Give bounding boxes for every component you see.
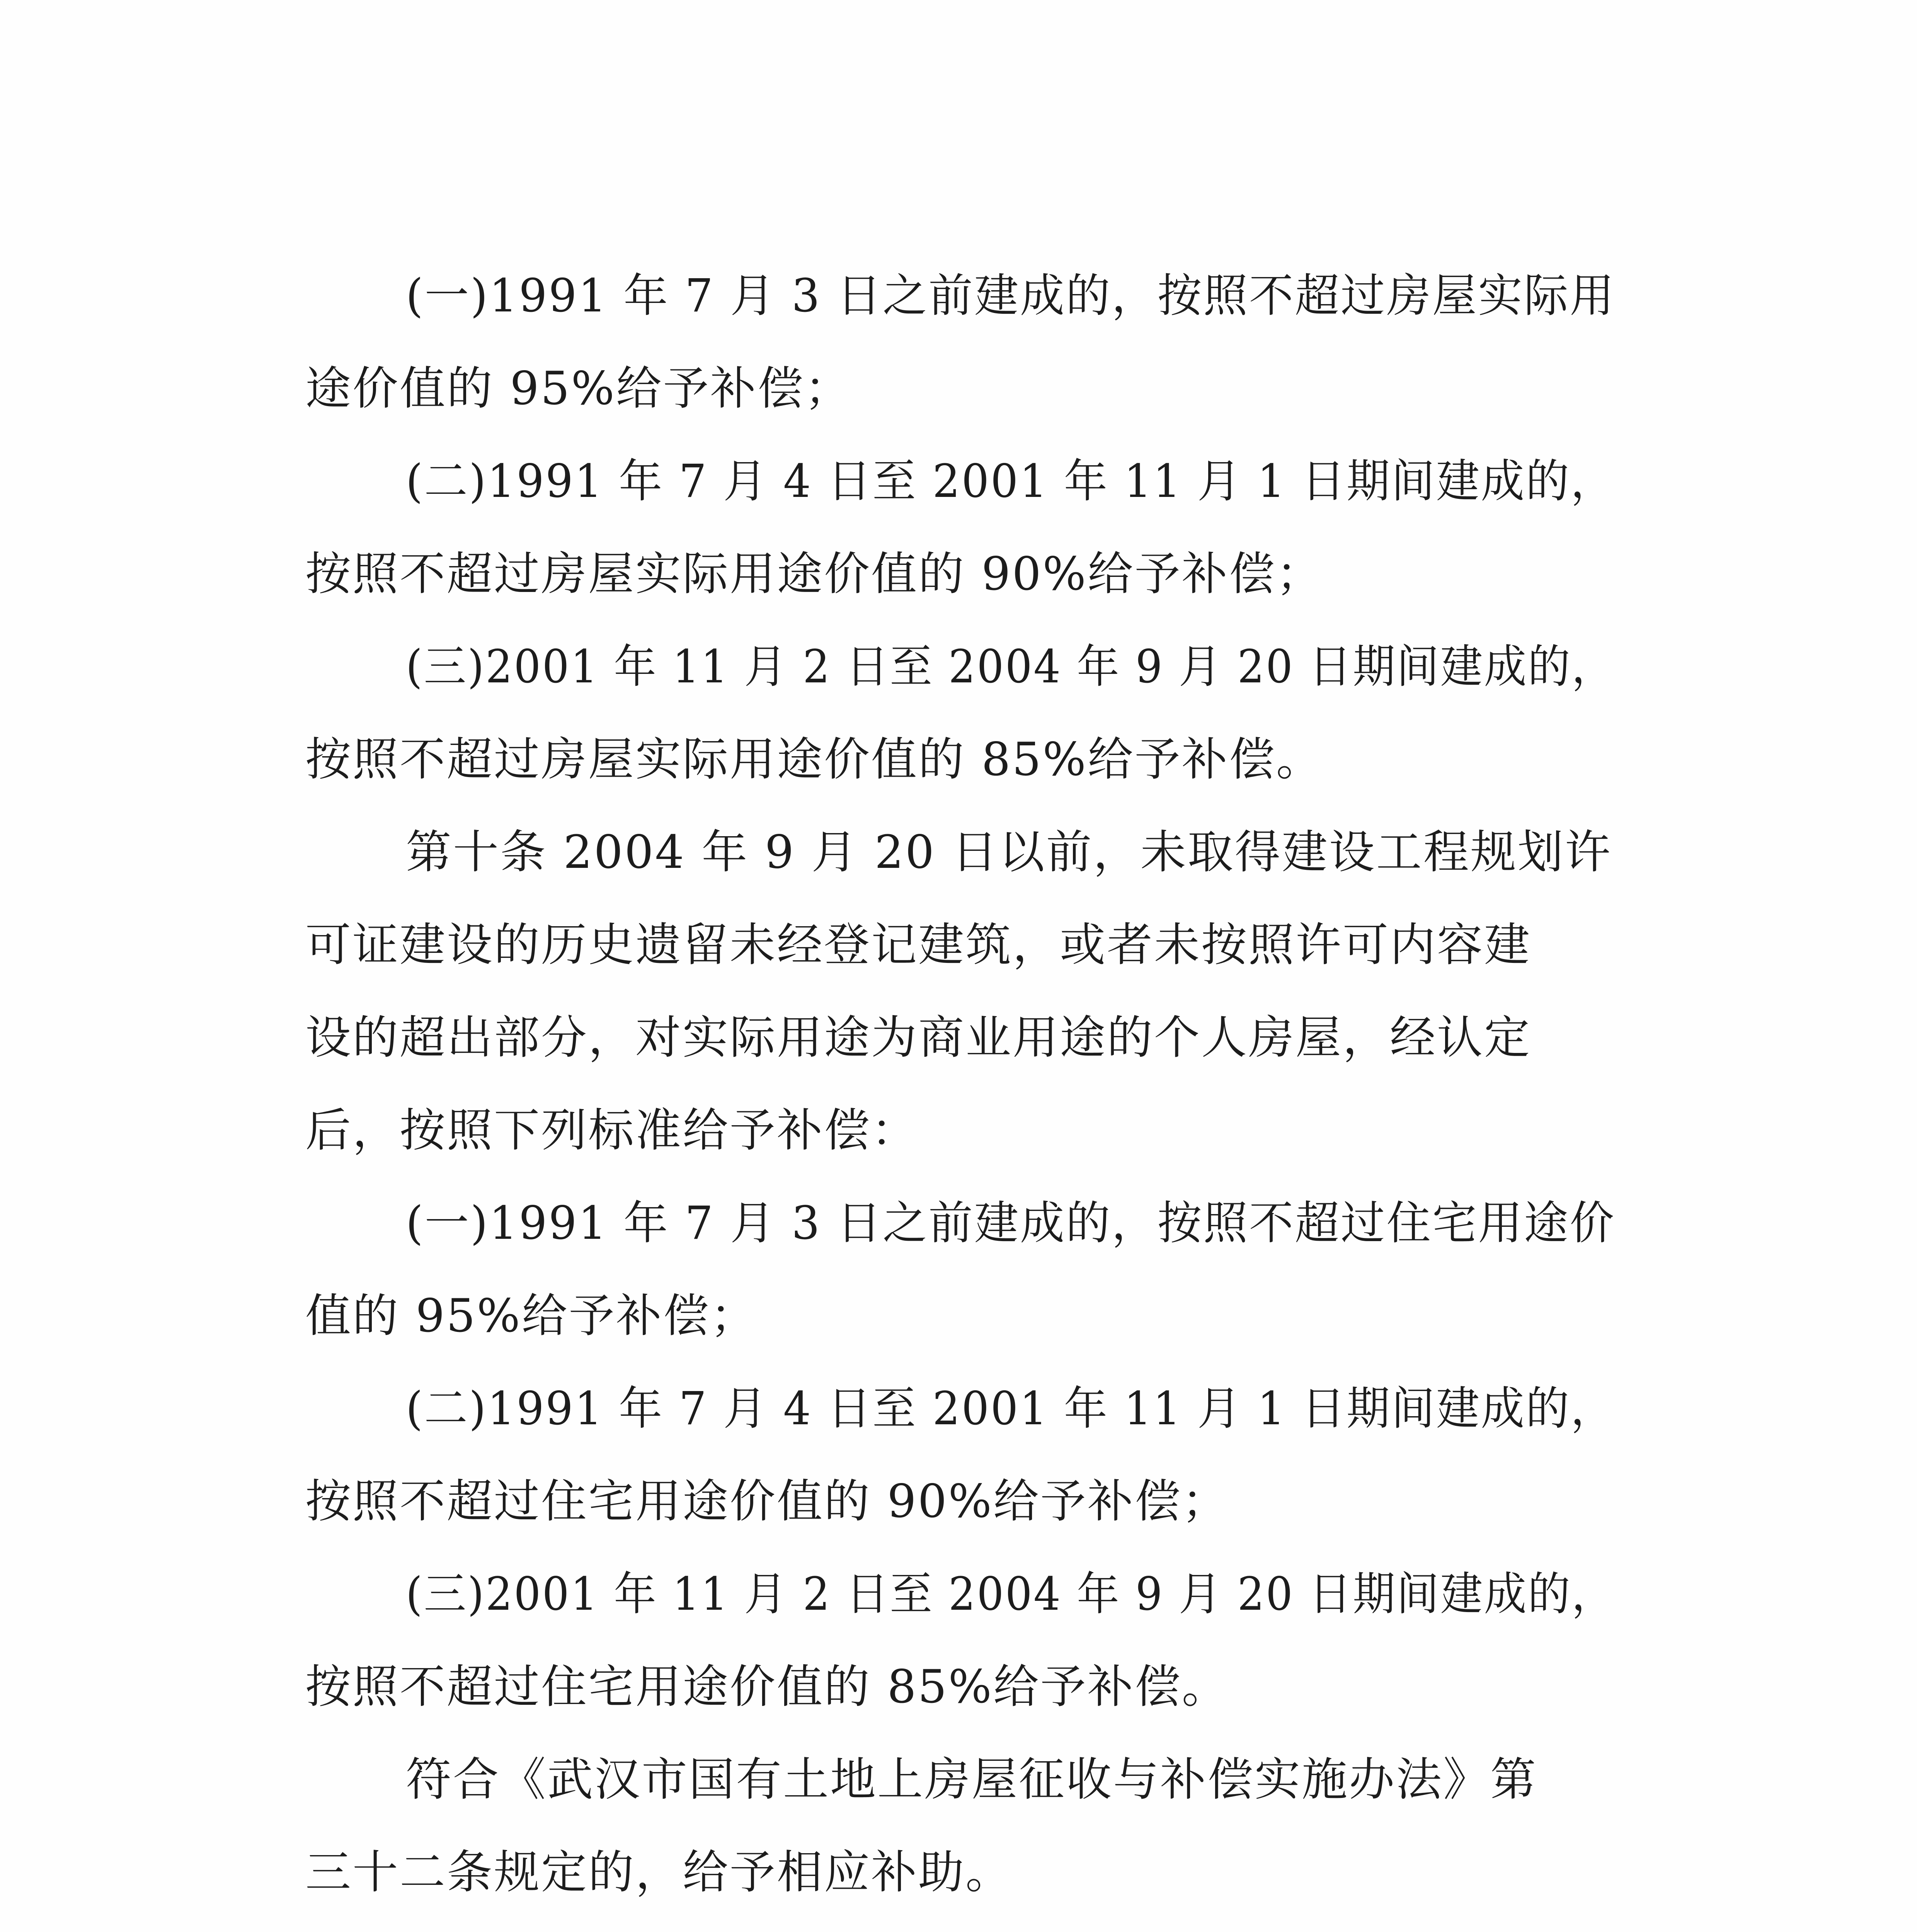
text-line-17: 符合《武汉市国有土地上房屋征收与补偿实施办法》第	[406, 1753, 1538, 1806]
text-line-9: 设的超出部分，对实际用途为商业用途的个人房屋，经认定	[305, 1011, 1532, 1064]
text-line-6: 按照不超过房屋实际用途价值的 85%给予补偿。	[305, 733, 1323, 786]
text-line-8: 可证建设的历史遗留未经登记建筑，或者未按照许可内容建	[305, 918, 1532, 971]
text-line-18: 三十二条规定的，给予相应补助。	[305, 1845, 1013, 1899]
text-line-10: 后，按照下列标准给予补偿：	[305, 1104, 919, 1157]
text-line-4: 按照不超过房屋实际用途价值的 90%给予补偿；	[305, 547, 1323, 600]
text-line-2: 途价值的 95%给予补偿；	[305, 362, 852, 415]
text-line-14: 按照不超过住宅用途价值的 90%给予补偿；	[305, 1475, 1229, 1528]
text-line-5: (三)2001 年 11 月 2 日至 2004 年 9 月 20 日期间建成的，	[406, 640, 1616, 693]
text-line-16: 按照不超过住宅用途价值的 85%给予补偿。	[305, 1660, 1229, 1713]
text-line-13: (二)1991 年 7 月 4 日至 2001 年 11 月 1 日期间建成的，	[406, 1382, 1616, 1435]
text-line-15: (三)2001 年 11 月 2 日至 2004 年 9 月 20 日期间建成的，	[406, 1567, 1616, 1621]
text-line-12: 值的 95%给予补偿；	[305, 1289, 758, 1342]
text-line-1: (一)1991 年 7 月 3 日之前建成的，按照不超过房屋实际用	[406, 269, 1616, 322]
text-line-3: (二)1991 年 7 月 4 日至 2001 年 11 月 1 日期间建成的，	[406, 454, 1616, 508]
text-line-7: 第十条 2004 年 9 月 20 日以前，未取得建设工程规划许	[406, 825, 1612, 879]
text-line-11: (一)1991 年 7 月 3 日之前建成的，按照不超过住宅用途价	[406, 1196, 1616, 1250]
